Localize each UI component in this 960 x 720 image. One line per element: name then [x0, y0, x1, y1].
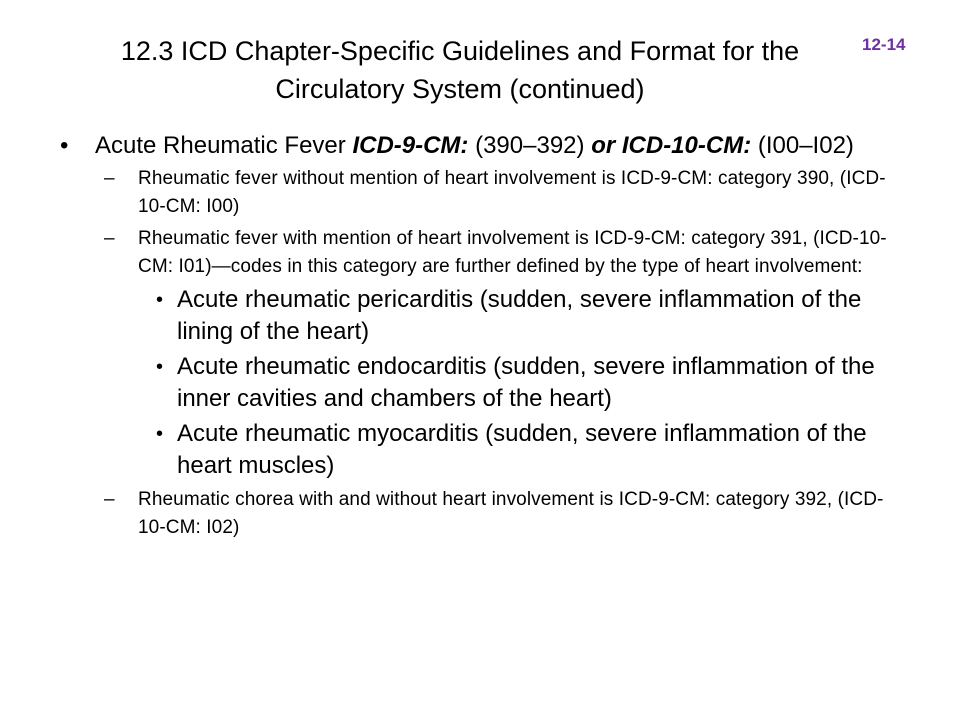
bullet-icon: •: [156, 423, 164, 445]
main-bullet-emph-icd9: ICD-9-CM:: [352, 132, 469, 159]
main-bullet-emph-icd10: or ICD-10-CM:: [591, 132, 752, 159]
type-item-pericarditis: [60, 284, 900, 348]
bullet-icon: •: [156, 289, 164, 311]
sub-item-text: Rheumatic chorea with and without heart involvement is ICD-9-CM: category 392, (ICD-10-CM: I02): [138, 489, 884, 538]
type-item-text: Acute rheumatic pericarditis (sudden, severe inflammation of the lining of the heart): [177, 286, 862, 345]
dash-icon: –: [104, 168, 115, 189]
sub-item-with-heart: [60, 225, 900, 281]
main-bullet-text-c: (I00–I02): [751, 132, 854, 159]
dash-icon: –: [104, 489, 115, 510]
type-item-endocarditis: [60, 351, 900, 415]
type-item-text: Acute rheumatic myocarditis (sudden, severe inflammation of the heart muscles): [177, 420, 867, 479]
bullet-icon: •: [156, 356, 164, 378]
sub-item-text: Rheumatic fever without mention of heart involvement is ICD-9-CM: category 390, (ICD-10-CM: I00): [138, 168, 886, 217]
title-line-2: Circulatory System (continued): [275, 74, 645, 104]
slide-number: 12-14: [862, 35, 906, 54]
dash-icon: –: [104, 228, 115, 249]
bullet-icon: •: [60, 132, 69, 159]
sub-item-text: Rheumatic fever with mention of heart involvement is ICD-9-CM: category 391, (ICD-10-CM: I01)—codes in this category are further defined by the type of heart involvement:: [138, 228, 887, 277]
sub-item-without-heart: [60, 165, 900, 221]
main-bullet-text-a: Acute Rheumatic Fever: [95, 132, 353, 159]
title-line-1: 12.3 ICD Chapter-Specific Guidelines and Format for the: [120, 36, 800, 66]
main-bullet-item: [60, 130, 900, 161]
type-item-myocarditis: [60, 418, 900, 482]
main-bullet-text-b: (390–392): [468, 132, 592, 159]
sub-item-chorea: [60, 486, 900, 542]
type-item-text: Acute rheumatic endocarditis (sudden, severe inflammation of the inner cavities and chambers of the heart): [177, 353, 875, 412]
slide-title: [20, 32, 900, 108]
slide-content: [60, 130, 900, 542]
